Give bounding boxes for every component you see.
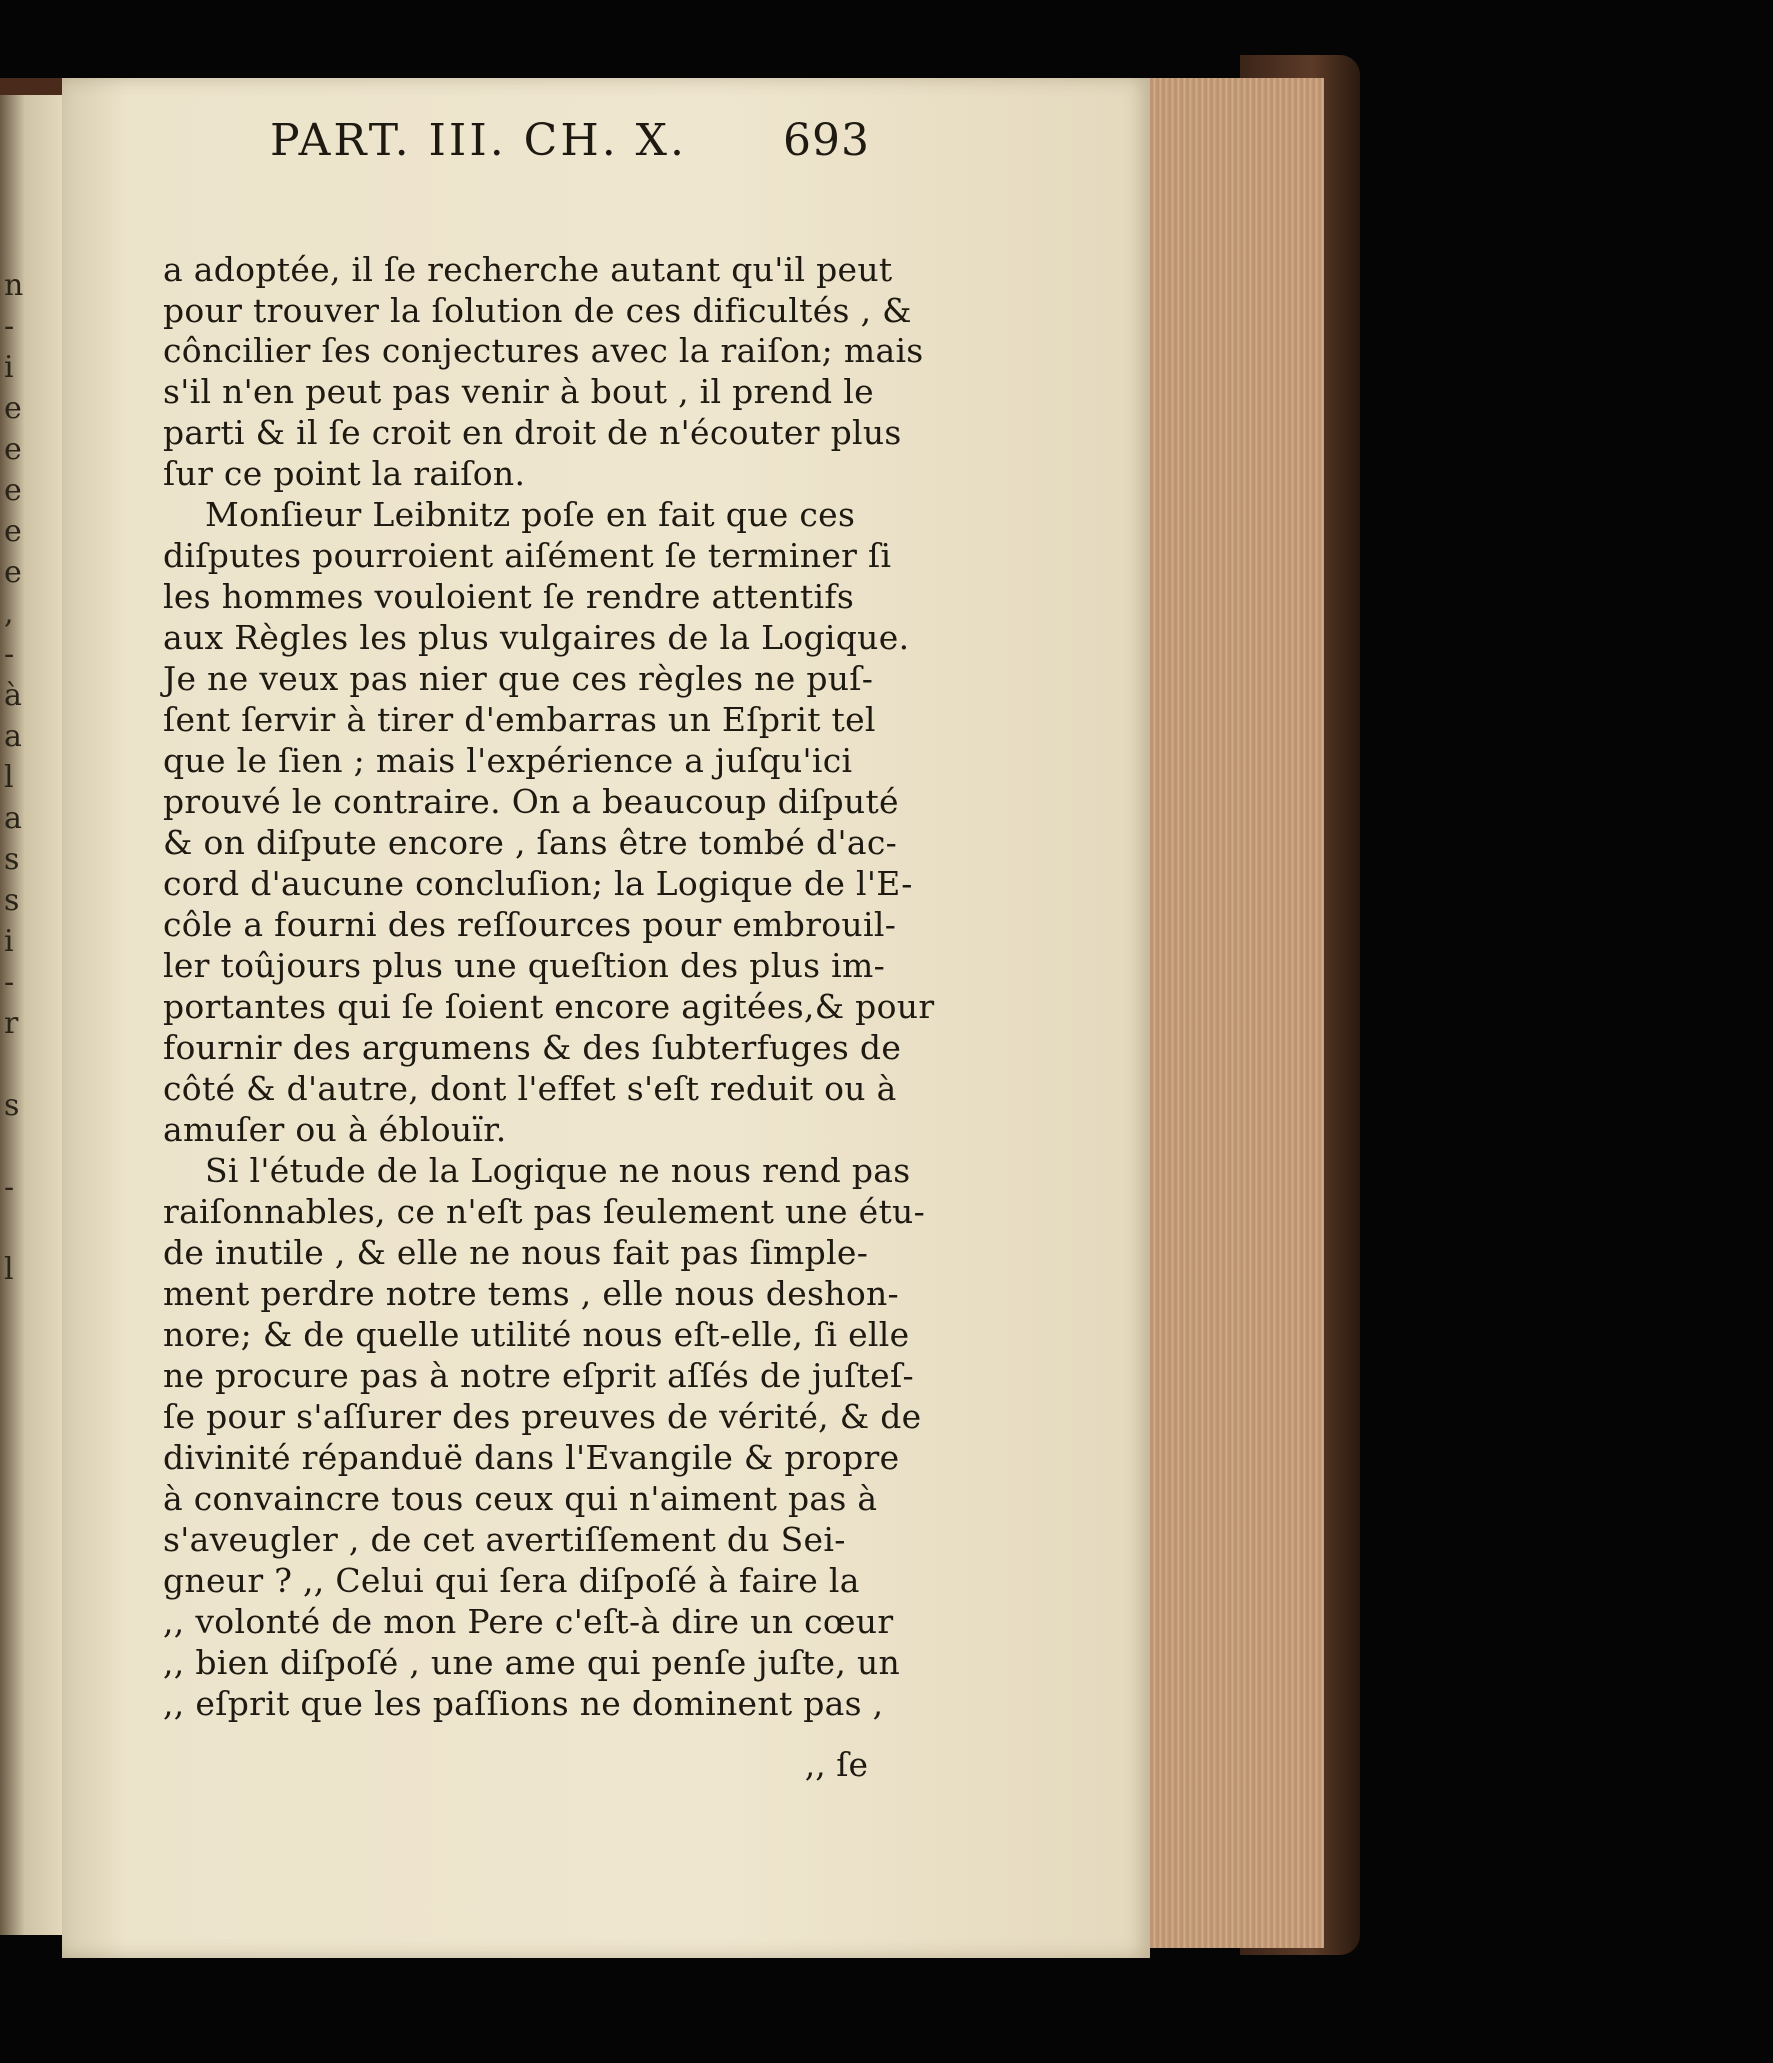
- text-line: portantes qui ſe ſoient encore agitées,& pour: [163, 987, 935, 1026]
- text-line: nore; & de quelle utilité nous eſt-elle, ſi elle: [163, 1315, 910, 1354]
- text-line: ſent ſervir à tirer d'embarras un Eſprit tel: [163, 700, 876, 739]
- text-line: ſur ce point la raiſon.: [163, 454, 526, 493]
- text-line: cord d'aucune concluſion; la Logique de l'E-: [163, 864, 913, 903]
- text-line: fournir des argumens & des ſubterfuges de: [163, 1028, 902, 1067]
- text-line: s'il n'en peut pas venir à bout , il prend le: [163, 372, 874, 411]
- text-line: ,, eſprit que les paſſions ne dominent pas ,: [163, 1684, 884, 1723]
- text-line: Monſieur Leibnitz poſe en fait que ces: [205, 495, 856, 534]
- catchword: ,, ſe: [804, 1745, 868, 1784]
- text-line: ne procure pas à notre eſprit aſſés de juſteſ-: [163, 1356, 914, 1395]
- text-line: côle a fourni des reſſources pour embrouil-: [163, 905, 897, 944]
- running-head-title: PART. III. CH. X.: [270, 115, 687, 166]
- running-head: [270, 115, 870, 177]
- text-line: à convaincre tous ceux qui n'aiment pas à: [163, 1479, 878, 1518]
- text-line: diſputes pourroient aiſément ſe terminer ſi: [163, 536, 892, 575]
- text-line: amuſer ou à éblouïr.: [163, 1110, 507, 1149]
- text-line: côté & d'autre, dont l'effet s'eſt reduit ou à: [163, 1069, 897, 1108]
- text-line: ment perdre notre tems , elle nous deshon-: [163, 1274, 900, 1313]
- text-line: ,, volonté de mon Pere c'eſt-à dire un cœur: [163, 1602, 894, 1641]
- text-line: Si l'étude de la Logique ne nous rend pas: [205, 1151, 911, 1190]
- text-line: de inutile , & elle ne nous fait pas ſimple-: [163, 1233, 869, 1272]
- text-line: parti & il ſe croit en droit de n'écouter plus: [163, 413, 902, 452]
- text-line: raiſonnables, ce n'eſt pas ſeulement une étu-: [163, 1192, 926, 1231]
- text-line: les hommes vouloient ſe rendre attentifs: [163, 577, 855, 616]
- left-page-fragments: n - i e e e e e , - à a l a s s i - r s - l: [4, 268, 24, 1287]
- text-line: pour trouver la ſolution de ces dificultés , &: [163, 291, 912, 330]
- text-line: que le ſien ; mais l'expérience a juſqu'ici: [163, 741, 853, 780]
- text-line: & on diſpute encore , ſans être tombé d'ac-: [163, 823, 898, 862]
- text-line: côncilier ſes conjectures avec la raiſon; mais: [163, 331, 924, 370]
- text-line: ,, bien diſpoſé , une ame qui penſe juſte, un: [163, 1643, 901, 1682]
- text-line: s'aveugler , de cet avertiſſement du Sei-: [163, 1520, 846, 1559]
- text-line: gneur ? ,, Celui qui ſera diſpoſé à faire la: [163, 1561, 860, 1600]
- text-line: Je ne veux pas nier que ces règles ne puſ-: [163, 659, 874, 698]
- text-line: a adoptée, il ſe recherche autant qu'il peut: [163, 250, 893, 289]
- page-block-edges: [1148, 78, 1324, 1948]
- text-line: ſe pour s'aſſurer des preuves de vérité, & de: [163, 1397, 922, 1436]
- text-line: divinité répanduë dans l'Evangile & propre: [163, 1438, 900, 1477]
- text-line: prouvé le contraire. On a beaucoup diſputé: [163, 782, 899, 821]
- page-number: 693: [783, 115, 870, 166]
- text-line: ler toûjours plus une queſtion des plus im-: [163, 946, 886, 985]
- left-page-edge: [0, 95, 64, 1935]
- text-line: aux Règles les plus vulgaires de la Logique.: [163, 618, 910, 657]
